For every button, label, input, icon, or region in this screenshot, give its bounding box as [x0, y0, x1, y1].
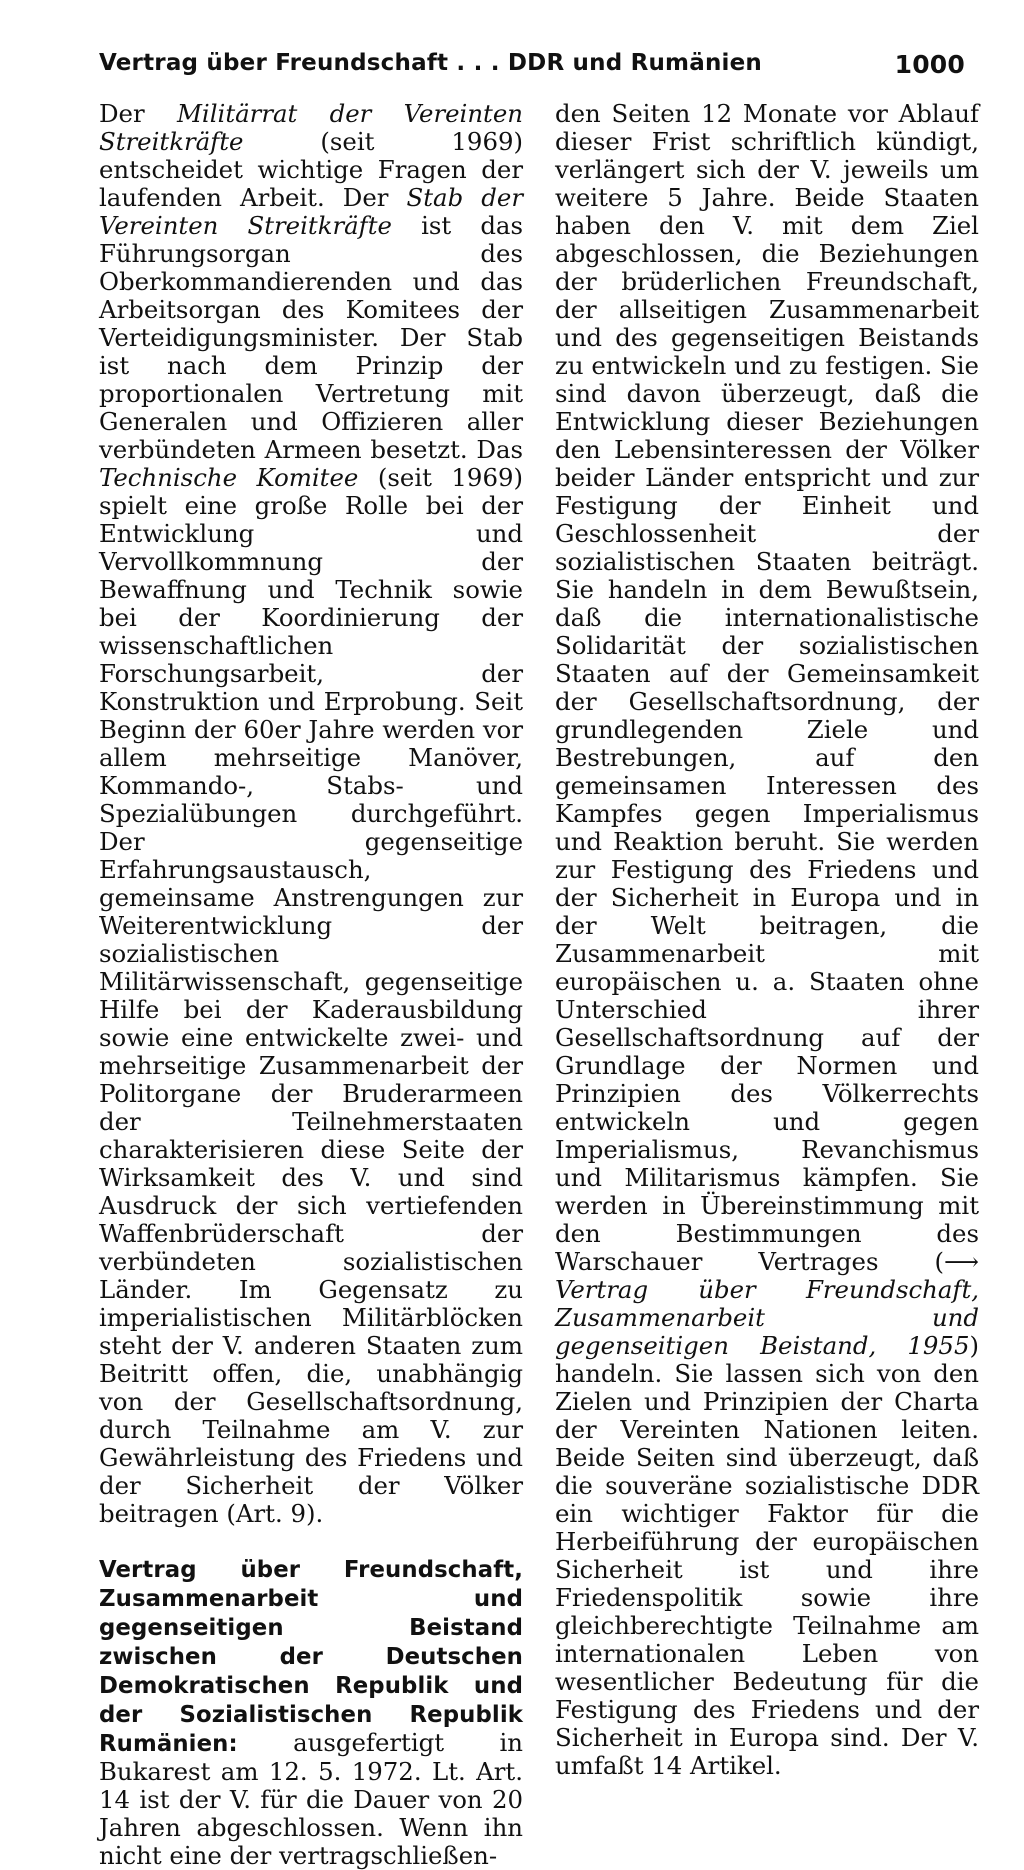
running-title: Vertrag über Freundschaft . . . DDR und Rumänien: [99, 50, 762, 76]
text-run: den Seiten 12 Monate vor Ablauf dieser Frist schriftlich kündigt, verlängert sich der V. jeweils um weitere 5 Jahre. Beide Staaten haben den V. mit dem Ziel abgeschlossen, die Beziehungen der brüderlichen Freundschaft, der allseitigen Zusammenarbeit und des gegenseitigen Beistands zu entwickeln und zu festigen. Sie sind davon überzeugt, daß die Entwicklung dieser Beziehungen den Lebensinteressen der Völker beider Länder entspricht und zur Festigung der Einheit und Geschlossenheit der sozialistischen Staaten beiträgt. Sie handeln in dem Bewußtsein, daß die internationalistische Solidarität der sozialistischen Staaten auf der Gemeinsamkeit der Gesellschaftsordnung, der grundlegenden Ziele und Bestrebungen, auf den gemeinsamen Interessen des Kampfes gegen Imperialismus und Reaktion beruht. Sie werden zur Festigung des Friedens und der Sicherheit in Europa und in der Welt beitragen, die Zusammenarbeit mit europäischen u. a. Staaten ohne Unterschied ihrer Gesellschaftsordnung auf der Grundlage der Normen und Prinzipien des Völkerrechts entwickeln und gegen Imperialismus, Revanchismus und Militarismus kämpfen. Sie werden in Übereinstimmung mit den Bestimmungen des Warschauer Vertrages (: [555, 99, 979, 1276]
entry-text: ausgefertigt in Bukarest am 12. 5. 1972. Lt. Art. 14 ist der V. für die Dauer von 20 Jahren abgeschlossen. Wenn ihn nicht eine der vertragschließen-: [99, 1728, 523, 1870]
term-military-council: Militärrat der Vereinten Streitkräfte: [99, 99, 523, 156]
entry-treaty-ddr-romania: [99, 1555, 523, 1870]
page-number: 1000: [894, 50, 965, 79]
running-header: [99, 50, 965, 86]
term-technical-committee: Technische Komitee: [99, 463, 359, 492]
paragraph-treaty-content: [555, 100, 979, 1780]
text-run: ) handeln. Sie lassen sich von den Zielen und Prinzipien der Charta der Vereinten Nationen leiten. Beide Seiten sind überzeugt, daß die souveräne sozialistische DDR ein wichtiger Faktor für die Herbeiführung der europäischen Sicherheit ist und ihre Friedenspolitik sowie ihre gleichberechtigte Teilnahme am internationalen Leben von wesentlicher Bedeutung für die Festigung des Friedens und der Sicherheit in Europa sind. Der V. umfaßt 14 Artikel.: [555, 1331, 979, 1780]
cross-reference-arrow-icon: ⟶: [944, 1247, 979, 1276]
entry-headword: Vertrag über Freundschaft, Zusammenarbeit und gegenseitigen Beistand zwischen der Deutschen Demokratischen Republik und der Sozialistischen Republik Rumänien:: [99, 1557, 523, 1757]
paragraph-military-organs: [99, 100, 523, 1528]
text-run: ist das Führungsorgan des Oberkommandierenden und das Arbeitsorgan des Komitees der Verteidigungsminister. Der Stab ist nach dem Prinzip der proportionalen Vertretung mit Generalen und Offizieren aller verbündeten Armeen besetzt. Das: [99, 211, 523, 464]
text-run: Der: [99, 99, 177, 128]
left-column: [99, 100, 523, 1870]
text-run: (seit 1969) entscheidet wichtige Fragen der laufenden Arbeit. Der: [99, 127, 523, 212]
right-column: [555, 100, 979, 1780]
text-run: (seit 1969) spielt eine große Rolle bei der Entwicklung und Vervollkommnung der Bewaffnung und Technik sowie bei der Koordinierung der wissenschaftlichen Forschungsarbeit, der Konstruktion und Erprobung. Seit Beginn der 60er Jahre werden vor allem mehrseitige Manöver, Kommando-, Stabs- und Spezialübungen durchgeführt. Der gegenseitige Erfahrungsaustausch, gemeinsame Anstrengungen zur Weiterentwicklung der sozialistischen Militärwissenschaft, gegenseitige Hilfe bei der Kaderausbildung sowie eine entwickelte zwei- und mehrseitige Zusammenarbeit der Politorgane der Bruderarmeen der Teilnehmerstaaten charakterisieren diese Seite der Wirksamkeit des V. und sind Ausdruck der sich vertiefenden Waffenbrüderschaft der verbündeten sozialistischen Länder. Im Gegensatz zu imperialistischen Militärblöcken steht der V. anderen Staaten zum Beitritt offen, die, unabhängig von der Gesellschaftsordnung, durch Teilnahme am V. zur Gewährleistung des Friedens und der Sicherheit der Völker beitragen (Art. 9).: [99, 463, 524, 1528]
cross-reference-warsaw-treaty[interactable]: Vertrag über Freundschaft, Zusammenarbeit und gegenseitigen Beistand, 1955: [555, 1275, 979, 1360]
term-staff: Stab der Vereinten Streitkräfte: [99, 183, 523, 240]
